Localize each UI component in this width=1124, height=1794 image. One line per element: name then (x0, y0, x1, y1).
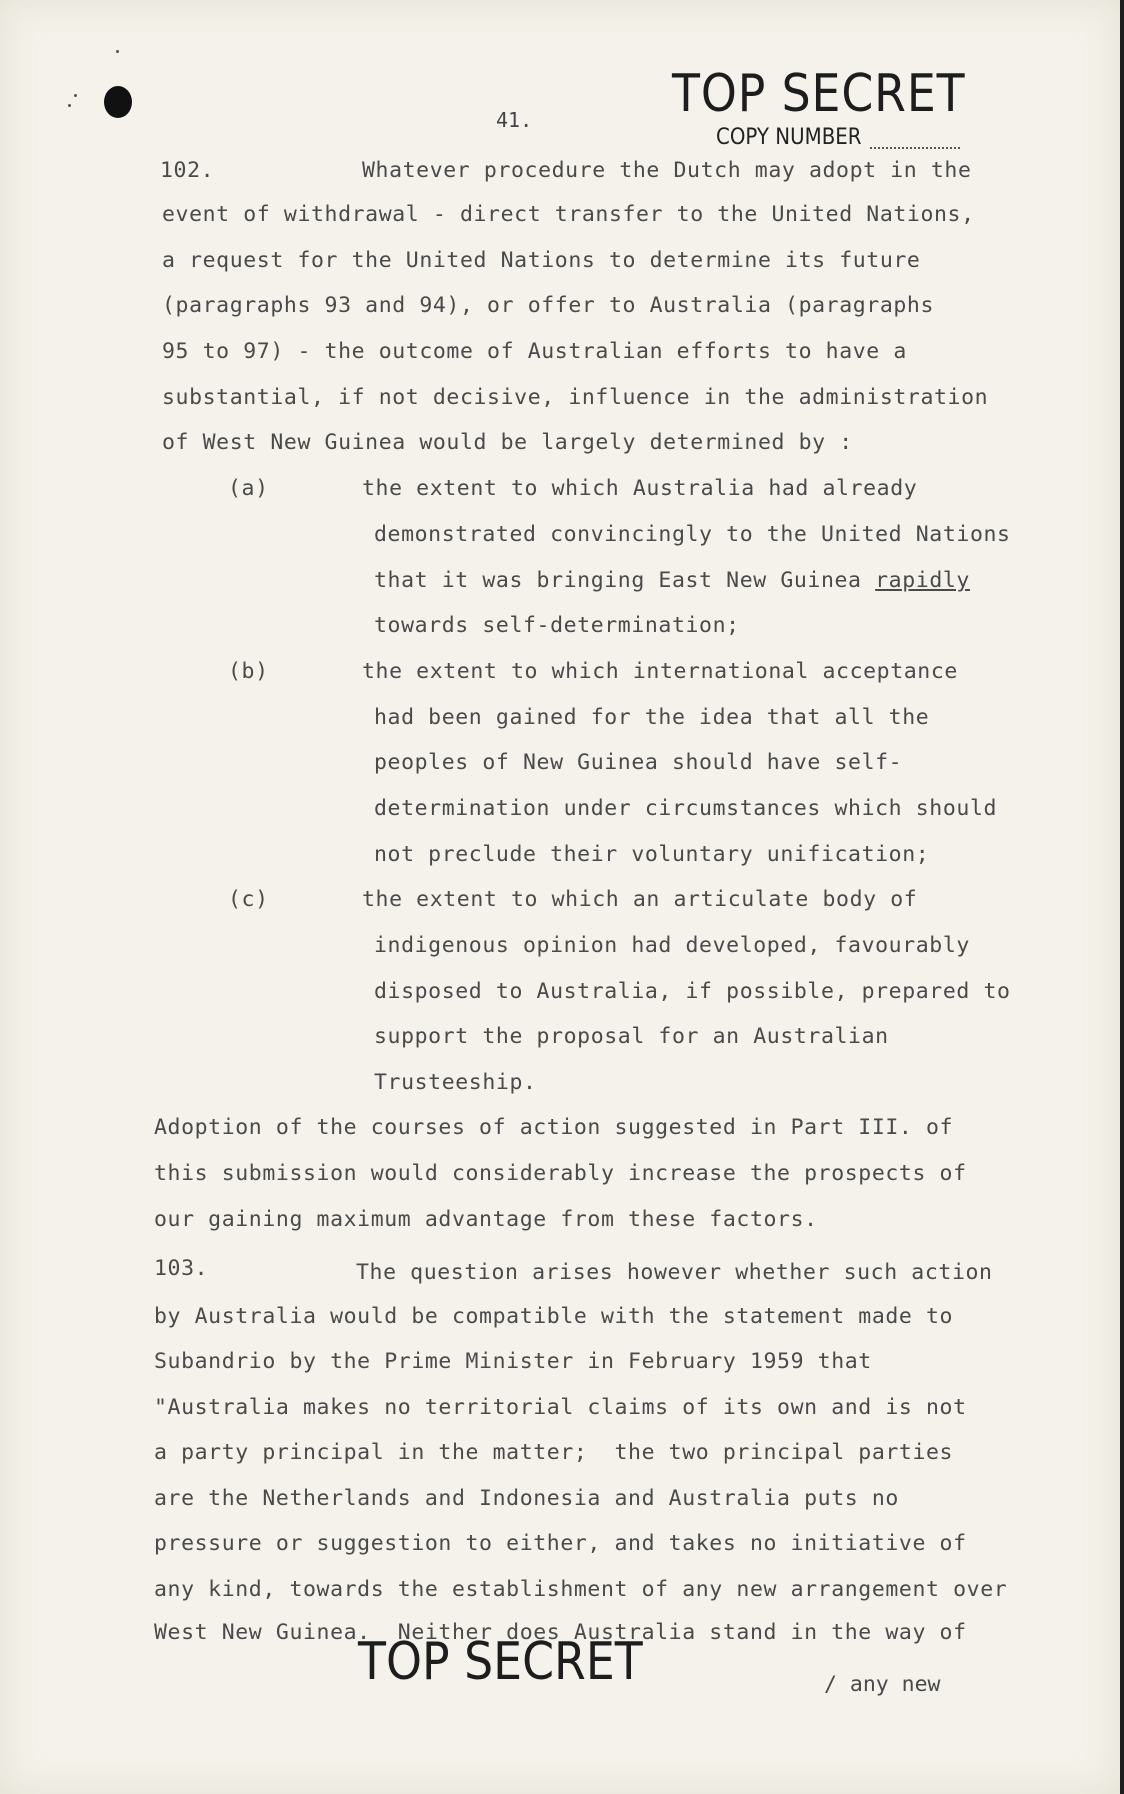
text-line: Adoption of the courses of action suggested in Part III. of (154, 1115, 954, 1140)
text-line: towards self-determination; (374, 613, 740, 638)
paper-speck (116, 50, 119, 53)
text-line: this submission would considerably increase the prospects of (154, 1161, 967, 1186)
text-line: (paragraphs 93 and 94), or offer to Australia (paragraphs (162, 293, 935, 318)
list-item-label: (a) (228, 476, 269, 501)
text-line: Subandrio by the Prime Minister in February 1959 that (154, 1349, 872, 1374)
copy-number-blank (870, 147, 960, 149)
text-line: any kind, towards the establishment of any new arrangement over (154, 1577, 1008, 1602)
text-line: pressure or suggestion to either, and takes no initiative of (154, 1531, 967, 1556)
text-line: demonstrated convincingly to the United Nations (374, 522, 1011, 547)
text-line: by Australia would be compatible with the statement made to (154, 1304, 954, 1329)
text-line: Trusteeship. (374, 1070, 537, 1095)
text-line: support the proposal for an Australian (374, 1024, 889, 1049)
text-line: are the Netherlands and Indonesia and Australia puts no (154, 1486, 899, 1511)
text-line: a request for the United Nations to determine its future (162, 248, 921, 273)
text-line: Whatever procedure the Dutch may adopt in the (362, 158, 972, 183)
text-line: substantial, if not decisive, influence in the administration (162, 385, 989, 410)
scan-edge (1120, 0, 1124, 1794)
text-line: event of withdrawal - direct transfer to the United Nations, (162, 202, 975, 227)
text-line: indigenous opinion had developed, favourably (374, 933, 970, 958)
text-line: of West New Guinea would be largely determined by : (162, 430, 853, 455)
paragraph-number: 102. (160, 158, 215, 183)
text-line: The question arises however whether such action (356, 1260, 993, 1285)
continuation-marker: / any new (824, 1672, 941, 1697)
list-item-label: (b) (228, 659, 269, 684)
text-line: the extent to which international acceptance (362, 659, 958, 684)
text-line: determination under circumstances which should (374, 796, 998, 821)
text-line (374, 568, 970, 593)
list-item-label: (c) (228, 887, 269, 912)
paper-speck (74, 94, 77, 97)
text-line: West New Guinea. Neither does Australia stand in the way of (154, 1620, 967, 1645)
text-line: the extent to which Australia had already (362, 476, 918, 501)
paper-speck (68, 104, 71, 107)
text-line: a party principal in the matter; the two principal parties (154, 1440, 954, 1465)
text-line: our gaining maximum advantage from these factors. (154, 1207, 818, 1232)
text-line: "Australia makes no territorial claims of its own and is not (154, 1395, 967, 1420)
text-line: peoples of New Guinea should have self- (374, 750, 903, 775)
copy-number-label: COPY NUMBER (716, 125, 862, 150)
text-line: not preclude their voluntary unification; (374, 842, 930, 867)
text-line: the extent to which an articulate body of (362, 887, 918, 912)
punch-hole (104, 86, 132, 118)
text-segment: that it was bringing East New Guinea (374, 568, 876, 593)
footer-classification: TOP SECRET (358, 1632, 643, 1692)
text-line: 95 to 97) - the outcome of Australian efforts to have a (162, 339, 907, 364)
text-line: had been gained for the idea that all the (374, 705, 930, 730)
page-number: 41. (496, 108, 533, 132)
header-classification: TOP SECRET (672, 64, 966, 124)
underlined-word: rapidly (875, 568, 970, 593)
text-line: disposed to Australia, if possible, prepared to (374, 979, 1011, 1004)
paragraph-number: 103. (154, 1256, 209, 1281)
